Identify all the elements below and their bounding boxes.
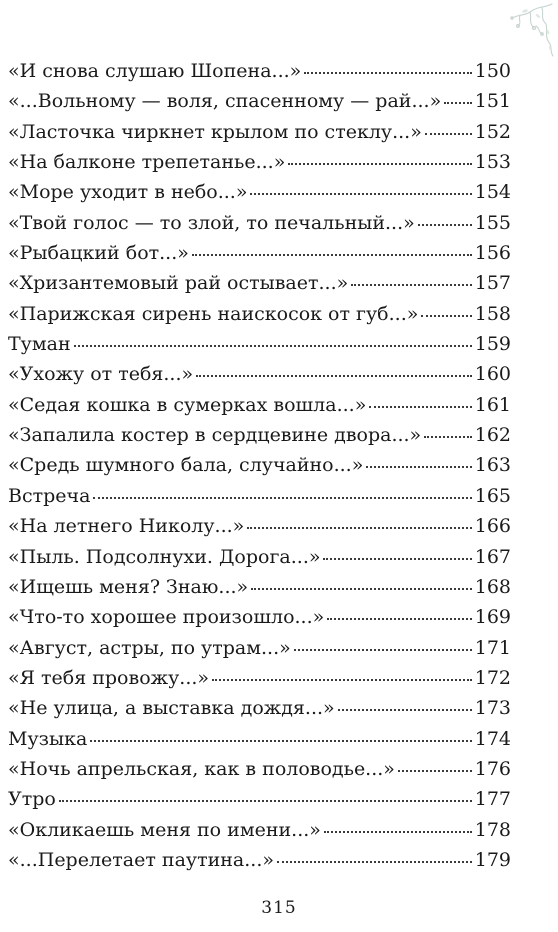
toc-entry-page: 165	[474, 484, 511, 507]
toc-entry	[8, 420, 511, 450]
toc-entry-page: 156	[474, 242, 511, 265]
toc-entry-title: «Пыль. Подсолнухи. Дорога...»	[8, 545, 321, 568]
toc-entry	[8, 56, 511, 86]
dot-leader	[351, 282, 471, 286]
toc-entry-page: 177	[474, 788, 511, 811]
toc-entry-title: «Я тебя провожу...»	[8, 666, 210, 689]
dot-leader	[425, 131, 472, 135]
dot-leader	[444, 100, 472, 104]
toc-entry-title: «...Перелетает паутина...»	[8, 848, 274, 871]
dot-leader	[338, 707, 472, 711]
toc-entry	[8, 481, 511, 511]
toc-entry	[8, 329, 511, 359]
toc-entry-page: 154	[474, 181, 511, 204]
dot-leader	[74, 343, 472, 347]
dot-leader	[93, 495, 471, 499]
toc-entry-title: «Ласточка чиркнет крылом по стеклу...»	[8, 120, 422, 143]
toc-entry-title: Туман	[8, 333, 71, 356]
toc-entry-page: 159	[474, 333, 511, 356]
toc-entry-title: «Твой голос — то злой, то печальный...»	[8, 211, 415, 234]
toc-entry	[8, 450, 511, 480]
toc-entry-page: 171	[474, 636, 511, 659]
toc-entry-title: «И снова слушаю Шопена...»	[8, 60, 302, 82]
toc-entry-title: «На летнего Николу...»	[8, 515, 245, 538]
toc-entry	[8, 208, 511, 238]
toc-entry	[8, 784, 511, 814]
toc-entry-page: 150	[474, 60, 511, 82]
toc-entry-page: 172	[474, 666, 511, 689]
toc-entry-title: «Парижская сирень наискосок от губ...»	[8, 302, 419, 325]
toc-entry	[8, 602, 511, 632]
dot-leader	[294, 647, 472, 651]
toc-entry-title: «Запалила костер в сердцевине двора...»	[8, 424, 422, 447]
toc-entry-page: 151	[474, 90, 511, 113]
toc-entry-title: «Не улица, а выставка дождя...»	[8, 697, 335, 720]
dot-leader	[421, 313, 471, 317]
dot-leader	[250, 191, 471, 195]
toc-entry-page: 174	[474, 727, 511, 750]
toc-entry	[8, 542, 511, 572]
toc-entry-page: 160	[474, 363, 511, 386]
toc-entry-title: «Окликаешь меня по имени...»	[8, 818, 321, 841]
dot-leader	[304, 70, 471, 74]
toc-entry-page: 173	[474, 697, 511, 720]
toc-entry-page: 152	[474, 120, 511, 143]
toc-entry-page: 161	[474, 393, 511, 416]
toc-entry-page: 178	[474, 818, 511, 841]
toc-entry-title: «Рыбацкий бот...»	[8, 242, 189, 265]
toc-entry-title: Музыка	[8, 727, 88, 750]
toc-entry-page: 176	[474, 757, 511, 780]
toc-entry	[8, 147, 511, 177]
toc-entry	[8, 572, 511, 602]
toc-entry	[8, 268, 511, 298]
toc-entry-page: 163	[474, 454, 511, 477]
table-of-contents	[8, 56, 511, 875]
dot-leader	[192, 252, 472, 256]
toc-entry	[8, 299, 511, 329]
toc-entry-title: Встреча	[8, 484, 91, 507]
toc-entry	[8, 359, 511, 389]
toc-entry	[8, 633, 511, 663]
dot-leader	[212, 677, 472, 681]
dot-leader	[369, 404, 471, 408]
toc-entry-page: 169	[474, 606, 511, 629]
toc-entry	[8, 754, 511, 784]
toc-entry-title: «Ищешь меня? Знаю...»	[8, 575, 249, 598]
dot-leader	[59, 798, 472, 802]
dot-leader	[288, 161, 471, 165]
dot-leader	[398, 768, 472, 772]
toc-entry-title: «Седая кошка в сумерках вошла...»	[8, 393, 367, 416]
dot-leader	[424, 434, 472, 438]
toc-entry	[8, 86, 511, 116]
toc-entry-page: 155	[474, 211, 511, 234]
toc-entry-page: 157	[474, 272, 511, 295]
dot-leader	[90, 738, 471, 742]
toc-entry-title: «Море уходит в небо...»	[8, 181, 248, 204]
toc-entry	[8, 177, 511, 207]
toc-entry	[8, 390, 511, 420]
dot-leader	[247, 525, 471, 529]
dot-leader	[324, 829, 472, 833]
toc-entry-title: «Средь шумного бала, случайно...»	[8, 454, 364, 477]
dot-leader	[418, 222, 472, 226]
toc-entry-page: 162	[474, 424, 511, 447]
toc-entry-title: «Ухожу от тебя...»	[8, 363, 194, 386]
toc-entry	[8, 693, 511, 723]
dot-leader	[277, 859, 472, 863]
toc-entry	[8, 511, 511, 541]
toc-entry-title: Утро	[8, 788, 56, 811]
toc-entry-page: 153	[474, 151, 511, 174]
toc-entry-title: «Что-то хорошее произошло...»	[8, 606, 325, 629]
toc-entry	[8, 663, 511, 693]
toc-entry	[8, 845, 511, 875]
toc-entry	[8, 724, 511, 754]
dot-leader	[366, 464, 471, 468]
toc-entry-page: 158	[474, 302, 511, 325]
dot-leader	[327, 616, 471, 620]
dot-leader	[323, 556, 471, 560]
toc-entry-title: «Ночь апрельская, как в половодье...»	[8, 757, 395, 780]
dot-leader	[196, 373, 472, 377]
toc-entry	[8, 815, 511, 845]
floral-ornament-icon	[500, 2, 554, 58]
toc-entry-title: «...Вольному — воля, спасенному — рай...»	[8, 90, 442, 113]
toc-entry-page: 166	[474, 515, 511, 538]
page-number: 315	[261, 898, 297, 918]
dot-leader	[251, 586, 472, 590]
toc-entry	[8, 238, 511, 268]
toc-entry-page: 168	[474, 575, 511, 598]
toc-entry-page: 179	[474, 848, 511, 871]
toc-entry-title: «На балконе трепетанье...»	[8, 151, 286, 174]
toc-entry	[8, 117, 511, 147]
toc-entry-page: 167	[474, 545, 511, 568]
toc-entry-title: «Август, астры, по утрам...»	[8, 636, 291, 659]
toc-entry-title: «Хризантемовый рай остывает...»	[8, 272, 349, 295]
